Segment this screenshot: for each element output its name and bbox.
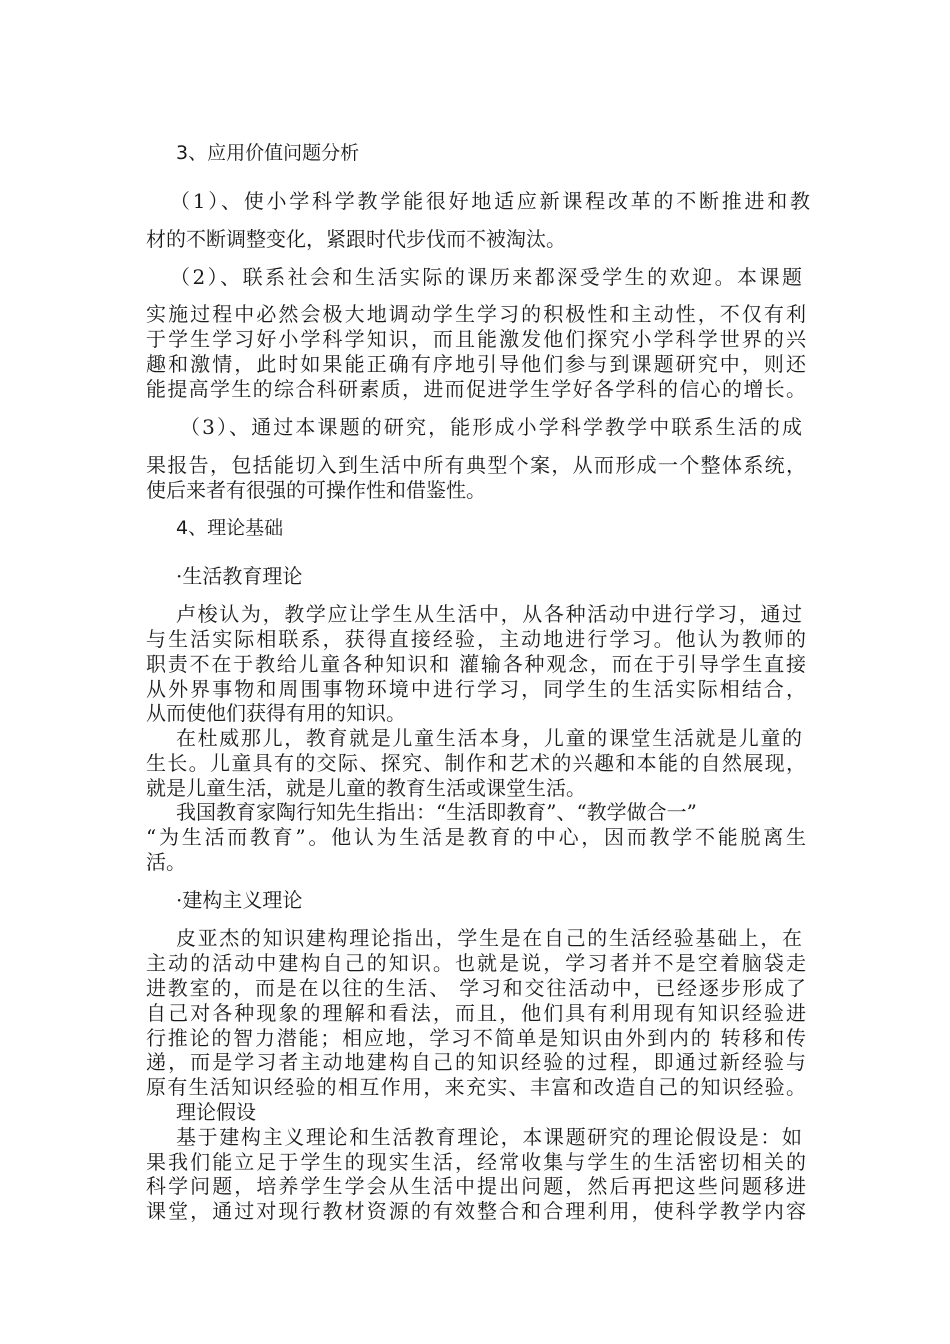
subheading-hypothesis: 理论假设 bbox=[176, 1100, 256, 1124]
para-hypothesis-line-1: 基于建构主义理论和生活教育理论，本课题研究的理论假设是：如 bbox=[176, 1125, 802, 1149]
para-rousseau-line-3: 职责不在于教给儿童各种知识和 灌输各种观念，而在于引导学生直接 bbox=[146, 652, 806, 676]
para-piaget-line-6: 递，而是学习者主动地建构自己的知识经验的过程，即通过新经验与 bbox=[146, 1050, 806, 1074]
para-hypothesis-line-3: 科学问题，培养学生学会从生活中提出问题，然后再把这些问题移进 bbox=[146, 1174, 806, 1198]
para-piaget-line-7: 原有生活知识经验的相互作用，来充实、丰富和改造自己的知识经验。 bbox=[146, 1075, 806, 1099]
para-dewey-line-1: 在杜威那儿，教育就是儿童生活本身，儿童的课堂生活就是儿童的 bbox=[176, 726, 802, 750]
para-rousseau-line-2: 与生活实际相联系，获得直接经验，主动地进行学习。他认为教师的 bbox=[146, 627, 806, 651]
section-4-heading: 4、理论基础 bbox=[176, 517, 284, 539]
para-rousseau-line-1: 卢梭认为，教学应让学生从生活中，从各种活动中进行学习，通过 bbox=[176, 602, 802, 626]
item-3-line-1: （3）、通过本课题的研究，能形成小学科学教学中联系生活的成 bbox=[180, 415, 802, 439]
item-2-line-5: 能提高学生的综合科研素质，进而促进学生学好各学科的信心的增长。 bbox=[146, 377, 806, 401]
item-2-line-4: 趣和激情，此时如果能正确有序地引导他们参与到课题研究中，则还 bbox=[146, 352, 806, 376]
item-1-line-2: 材的不断调整变化，紧跟时代步伐而不被淘汰。 bbox=[146, 227, 566, 251]
item-2-line-2: 实施过程中必然会极大地调动学生学习的积极性和主动性，不仅有利 bbox=[146, 302, 806, 326]
para-piaget-line-2: 主动的活动中建构自己的知识。也就是说，学习者并不是空着脑袋走 bbox=[146, 951, 806, 975]
item-3-line-2: 果报告，包括能切入到生活中所有典型个案，从而形成一个整体系统， bbox=[146, 453, 806, 477]
subheading-constructivism: ·建构主义理论 bbox=[176, 888, 303, 912]
item-2-line-3: 于学生学习好小学科学知识，而且能激发他们探究小学科学世界的兴 bbox=[146, 327, 806, 351]
para-tao-line-2: “为生活而教育”。他认为生活是教育的中心，因而教学不能脱离生 bbox=[146, 825, 806, 849]
para-rousseau-line-5: 从而使他们获得有用的知识。 bbox=[146, 701, 406, 725]
subheading-life-education: ·生活教育理论 bbox=[176, 564, 303, 588]
para-dewey-line-2: 生长。儿童具有的交际、探究、制作和艺术的兴趣和本能的自然展现， bbox=[146, 751, 806, 775]
para-piaget-line-1: 皮亚杰的知识建构理论指出，学生是在自己的生活经验基础上，在 bbox=[176, 926, 802, 950]
para-hypothesis-line-2: 果我们能立足于学生的现实生活，经常收集与学生的生活密切相关的 bbox=[146, 1150, 806, 1174]
item-3-line-3: 使后来者有很强的可操作性和借鉴性。 bbox=[146, 478, 486, 502]
section-3-heading: 3、应用价值问题分析 bbox=[176, 142, 360, 164]
para-piaget-line-3: 进教室的，而是在以往的生活、 学习和交往活动中，已经逐步形成了 bbox=[146, 976, 806, 1000]
para-dewey-line-3: 就是儿童生活，就是儿童的教育生活或课堂生活。 bbox=[146, 776, 586, 800]
para-tao-line-3: 活。 bbox=[146, 850, 186, 874]
para-piaget-line-5: 行推论的智力潜能；相应地，学习不简单是知识由外到内的 转移和传 bbox=[146, 1026, 806, 1050]
para-rousseau-line-4: 从外界事物和周围事物环境中进行学习，同学生的生活实际相结合， bbox=[146, 677, 806, 701]
para-piaget-line-4: 自己对各种现象的理解和看法，而且，他们具有利用现有知识经验进 bbox=[146, 1001, 806, 1025]
para-tao-line-1: 我国教育家陶行知先生指出：“生活即教育”、“教学做合一” bbox=[176, 800, 697, 824]
item-2-line-1: （2）、联系社会和生活实际的课历来都深受学生的欢迎。本课题 bbox=[170, 265, 802, 289]
item-1-line-1: （1）、使小学科学教学能很好地适应新课程改革的不断推进和教 bbox=[170, 189, 810, 213]
para-hypothesis-line-4: 课堂，通过对现行教材资源的有效整合和合理利用，使科学教学内容 bbox=[146, 1199, 806, 1223]
